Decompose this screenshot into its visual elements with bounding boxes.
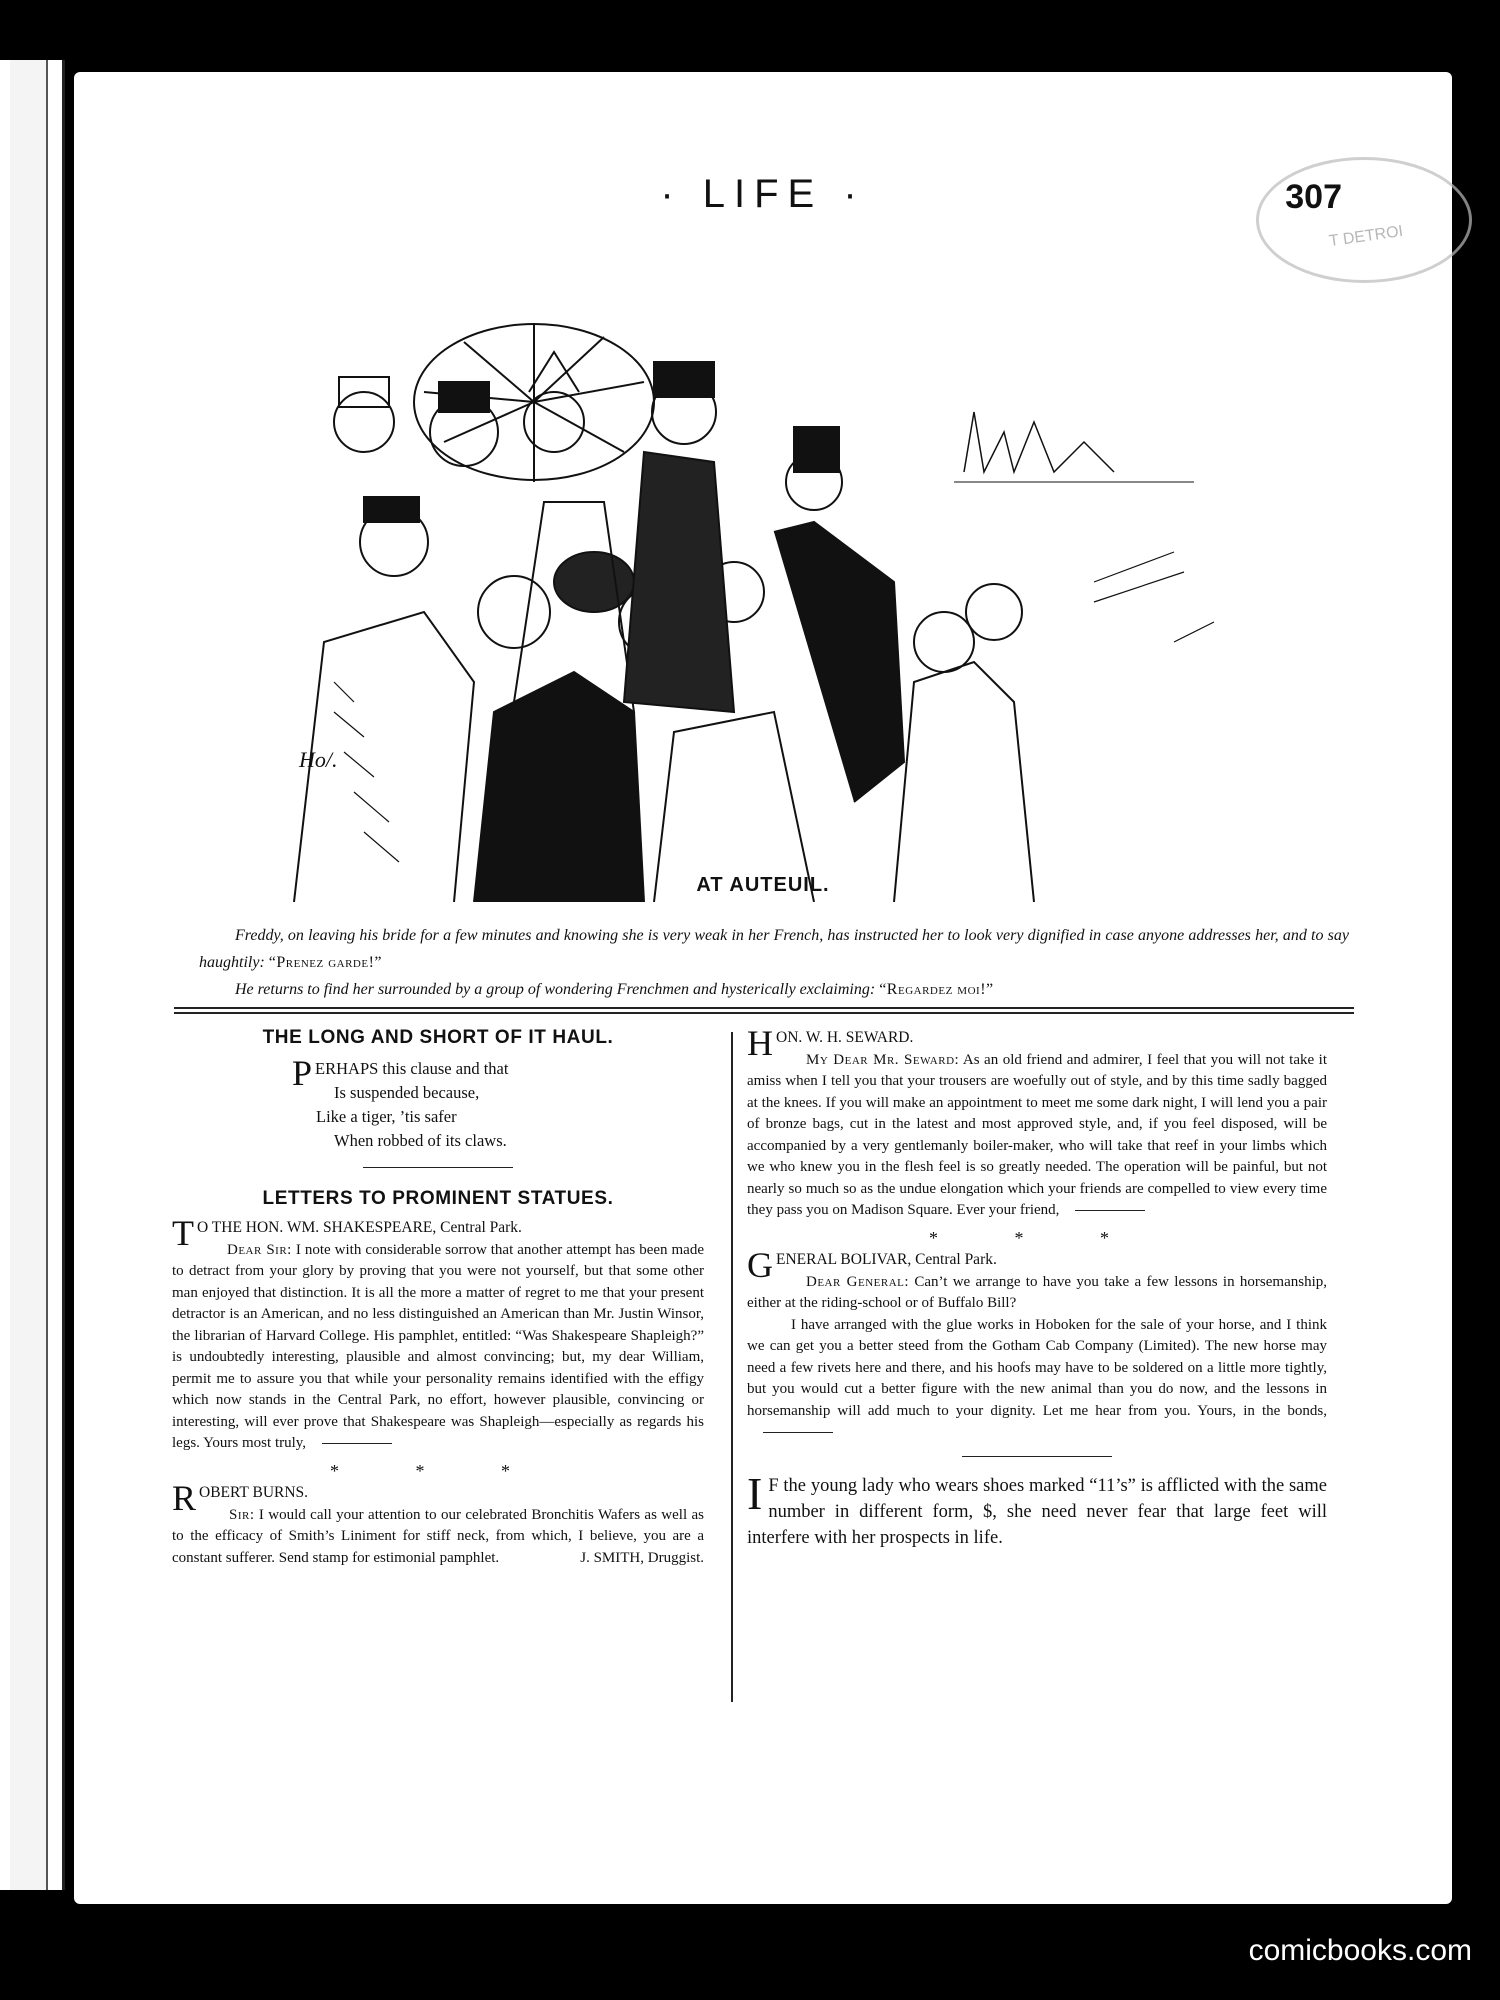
cartoon-title: AT AUTEUIL.	[696, 874, 830, 896]
section-divider	[174, 1007, 1354, 1009]
watermark: comicbooks.com	[1248, 1934, 1472, 1967]
adjacent-page-edge	[0, 60, 65, 1890]
page-number: 307	[1285, 178, 1342, 216]
poem-title: THE LONG AND SHORT OF IT HAUL.	[262, 1027, 614, 1048]
letters-title: LETTERS TO PROMINENT STATUES.	[262, 1187, 614, 1209]
letter-burns: ROBERT BURNS. Sir: I would call your attention to our celebrated Bronchitis Wafers as well as to the efficacy of Smith’s Liniment for stiff neck, from which, I believe, you are a constant sufferer. Send stamp for estimonial pamphlet. J. SMITH, Druggist.	[172, 1478, 704, 1566]
letter-seward: HON. W. H. SEWARD. My Dear Mr. Seward: As an old friend and admirer, I feel that you will not take it amiss when I tell you that your trousers are woefully out of style, and by this time sadly bagged at the knees. If you will make an appointment to meet me some dark night, I will lend you a pair of bronze bags, cut in the latest and most approved style, and, if you feel disposed, will be accompanied by a very gentlemanly boiler-maker, who will take that reef in your limbs which we who knew you in the flesh feel is so greatly needed. The operation will be painful, but not nearly so much so as the undue elongation which your friends are compelled to view every time they pass you on Madison Square. Ever your friend,	[747, 1023, 1328, 1218]
library-stamp: T DETROI	[1256, 157, 1472, 283]
letter-shakespeare: T O THE HON. WM. SHAKESPEARE, Central Park. Dear Sir: I note with considerable sorrow that another attempt has been made to detract from your glory by proving that you were not yourself, but that some other man enjoyed that distinction. It is all the more a matter of regret to me that your present detractor is an American, and no less distinguished an American than Mr. Justin Winsor, the librarian of Harvard College. His pamphlet, entitled: “Was Shakespeare Shapleigh?” is undoubtedly interesting, plausible and almost convincing; but, my dear William, permit me to assure you that while your personality remains identified with the effigy which now stands in the Central Park, no effort, however plausible, convincing or interesting, will ever prove that Shakespeare was Shapleigh—especially as regards his legs. Yours most truly,	[172, 1213, 704, 1451]
cartoon-caption: Freddy, on leaving his bride for a few minutes and knowing she is very weak in her French, has instructed her to look very dignified in case anyone addresses her, and to say haughtily: “Prenez garde!” He returns to find her surrounded by a group of wondering Frenchmen and hysterically exclaiming: “Regardez moi!”	[199, 927, 1349, 998]
cartoon-illustration	[214, 282, 1284, 902]
poem: PERHAPS this clause and that Is suspended because, Like a tiger, ’tis safer When robbed of its claws.	[292, 1052, 509, 1150]
masthead: · LIFE ·	[660, 172, 866, 216]
right-column: HON. W. H. SEWARD. My Dear Mr. Seward: As an old friend and admirer, I feel that you will not take it amiss when I tell you that your trousers are woefully out of style, and by this time sadly bagged at the knees. If you will make an appointment to meet me some dark night, I will lend you a pair of bronze bags, cut in the latest and most approved style, and, if you feel disposed, will be accompanied by a very gentlemanly boiler-maker, who will take that reef in your limbs which we who knew you in the flesh feel is so greatly needed. The operation will be painful, but not nearly so much so as the undue elongation which your friends are compelled to view every time they pass you on Madison Square. Ever your friend, * * * GENERAL BOLIVAR, Central Park. Dear General: Can’t we arrange to have you take a few lessons in horsemanship, either at the riding-school or of Buffalo Bill? I have arranged with the glue works in Hoboken for the sale of your horse, and I think we can get you a better steed from the Gotham Cab Company (Limited). The new horse may need a few rivets here and there, and his hoofs may have to be soldered on a little more tightly, but you would cut a better figure with the new animal than you do now, and the lessons in horsemanship will add much to your dignity. Let me hear from you. Yours, in the bonds, I F the young lady who wears shoes marked “11’s” is afflicted with the same number in different form, $, she need never fear that large feet will interfere with her prospects in life.	[747, 1027, 1327, 1551]
magazine-page	[74, 72, 1452, 1904]
letter-bolivar: GENERAL BOLIVAR, Central Park. Dear General: Can’t we arrange to have you take a few lessons in horsemanship, either at the riding-school or of Buffalo Bill?	[747, 1245, 1327, 1311]
shoe-joke: I F the young lady who wears shoes marked “11’s” is afflicted with the same number in different form, $, she need never fear that large feet will interfere with her prospects in life.	[747, 1467, 1327, 1548]
left-column: THE LONG AND SHORT OF IT HAUL. PERHAPS this clause and that Is suspended because, Like a tiger, ’tis safer When robbed of its claws. LETTERS TO PROMINENT STATUES. T O THE HON. WM. SHAKESPEARE, Central Park. Dear Sir: I note with considerable sorrow that another attempt has been made to detract from your glory by proving that you were not yourself, but that some other man enjoyed that distinction. It is all the more a matter of regret to me that your present detractor is an American, and no less distinguished an American than Mr. Justin Winsor, the librarian of Harvard College. His pamphlet, entitled: “Was Shakespeare Shapleigh?” is undoubtedly interesting, plausible and almost convincing; but, my dear William, permit me to assure you that while your personality remains identified with the effigy which now stands in the Central Park, no effort, however plausible, convincing or interesting, will ever prove that Shakespeare was Shapleigh—especially as regards his legs. Yours most truly, * * * ROBERT BURNS. Sir: I would call your attention to our celebrated Bronchitis Wafers as well as to the efficacy of Smith’s Liniment for stiff neck, from which, I believe, you are a constant sufferer. Send stamp for estimonial pamphlet. J. SMITH, Druggist.	[172, 1027, 704, 1569]
artist-signature: Ho/.	[299, 747, 338, 772]
column-divider	[731, 1032, 733, 1702]
